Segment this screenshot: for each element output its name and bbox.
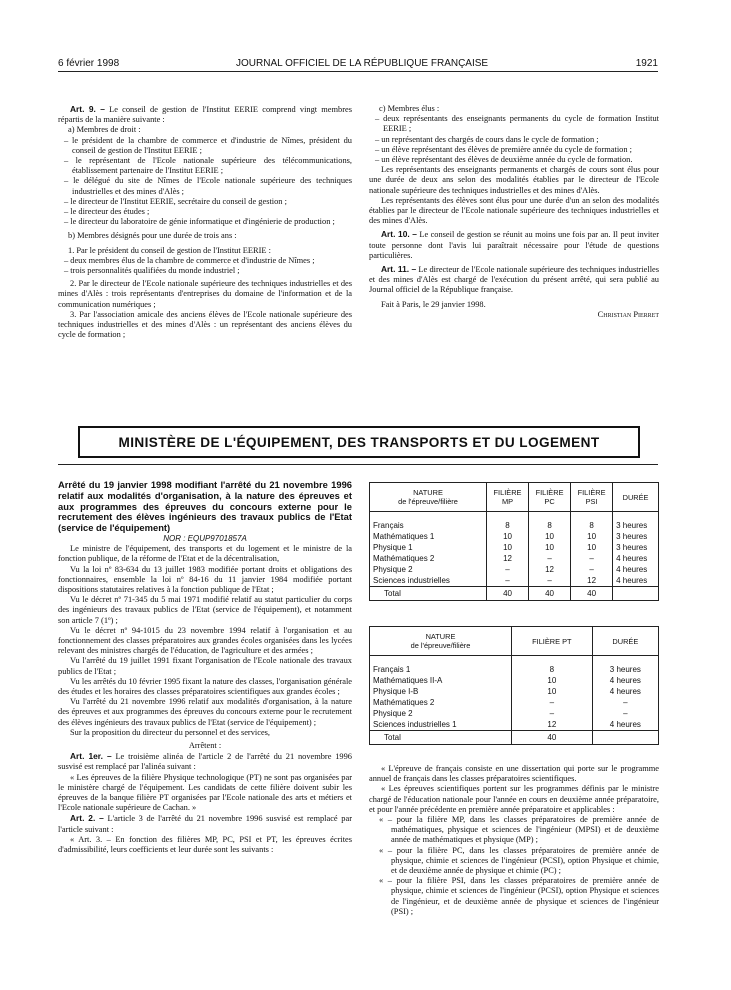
table-cell: 3 heures (613, 520, 659, 531)
table-total-row (370, 587, 659, 601)
table-row (370, 564, 659, 575)
paragraph: Sur la proposition du directeur du personnel et des services, (70, 727, 271, 737)
table-cell: 4 heures (613, 553, 659, 564)
table-header: DURÉE (592, 627, 658, 656)
table-cell: 4 heures (592, 675, 658, 686)
member-item: – deux représentants des enseignants permanents du cycle de formation Institut EERIE ; (375, 114, 659, 134)
table-row (370, 520, 659, 531)
paragraph: Vu les arrêtés du 10 février 1995 fixant la nature des classes, l'organisation générale des études et les horaires des classes préparatoires scientifiques aux grandes écoles ; (58, 676, 352, 697)
article-1-text: Le troisième alinéa de l'article 2 de l'arrêté du 21 novembre 1996 susvisé est remplacé par l'alinéa suivant : (58, 752, 352, 772)
header-title: JOURNAL OFFICIEL DE LA RÉPUBLIQUE FRANÇAISE (236, 58, 489, 69)
table-cell: 10 (529, 542, 571, 553)
table-cell: Total (370, 731, 512, 745)
paragraph: Les représentants des élèves sont élus pour une durée d'un an selon des modalités établies par le directeur de l'Ecole nationale supérieure des techniques industrielles et des mines d'Alès. (369, 195, 659, 226)
table-row (370, 664, 659, 675)
article-11-label: Art. 11. – (381, 264, 417, 275)
table-cell: Physique 2 (370, 708, 512, 719)
table-cell: 4 heures (592, 719, 658, 731)
table-spacer (370, 512, 659, 521)
member-item: – le président de la chambre de commerce et d'industrie de Nîmes, président du conseil de gestion de l'Institut EERIE ; (64, 135, 352, 155)
table-row (370, 542, 659, 553)
paragraph: Vu la loi nº 83-634 du 13 juillet 1983 modifiée portant droits et obligations des fonctionnaires, ensemble la loi nº 84-16 du 11 janvier 1984 modifiée portant dispositions statutaires relatives à la fonction publique de l'Etat ; (58, 564, 352, 594)
table-cell: 40 (571, 587, 613, 601)
paragraph: Vu le décret nº 71-345 du 5 mai 1971 modifié relatif au statut particulier du corps des ingénieurs des travaux publics de l'Etat (service de l'équipement), et notamment son article 7 (1º) ; (58, 595, 352, 625)
table-row (370, 686, 659, 697)
table-cell: 3 heures (613, 531, 659, 542)
decree-title: Arrêté du 19 janvier 1998 modifiant l'arrêté du 21 novembre 1996 relatif aux modalités d'organisation, à la nature des épreuves et aux programmes des épreuves du concours externe pour le recrutement des élèves ingénieurs des travaux publics de l'Etat (service de l'équipement) (58, 479, 352, 534)
paragraph: « Les épreuves scientifiques portent sur les programmes définis par le ministre chargé de l'éducation nationale pour l'année en cours en deuxième année préparatoire, et pour l'année précédente en première année préparatoire et applicables : (369, 784, 659, 814)
article-9 (58, 104, 352, 125)
table-cell: 10 (487, 531, 529, 542)
table-cell: 8 (512, 664, 593, 675)
section-rule (58, 464, 658, 465)
column-1 (58, 104, 352, 340)
table-spacer (370, 656, 659, 665)
table-cell: Mathématiques II-A (370, 675, 512, 686)
table-cell: – (529, 575, 571, 587)
table-cell: 8 (571, 520, 613, 531)
exam-table-mp-pc-psi (369, 482, 659, 601)
quote: « Les épreuves de la filière Physique technologique (PT) ne sont pas organisées par le ministère chargé de l'équipement. Les candidats de cette filière doivent subir les épreuves de la banque filière PT organisées par l'Ecole nationale des arts et métiers et l'Ecole nationale supérieure de Cachan. » (58, 772, 352, 813)
article-9-label: Art. 9. – (70, 104, 105, 114)
arretent: Arrêtent : (188, 741, 222, 751)
table-row (370, 575, 659, 587)
table-row (370, 553, 659, 564)
member-item: – un élève représentant des élèves de première année du cycle de formation ; (375, 144, 632, 154)
member-item: – deux membres élus de la chambre de commerce et d'industrie de Nîmes ; (64, 255, 315, 265)
article-11 (369, 264, 659, 296)
member-item: – le délégué du site de Nîmes de l'Ecole nationale supérieure des techniques industrielles et des mines d'Alès ; (64, 176, 352, 196)
article-9-text: Le conseil de gestion de l'Institut EERIE comprend vingt membres répartis de la manière suivante : (58, 105, 352, 125)
table-cell: Sciences industrielles (370, 575, 487, 587)
table-cell: 10 (571, 531, 613, 542)
table-cell: 8 (487, 520, 529, 531)
table-cell: 40 (529, 587, 571, 601)
member-item: – le directeur de l'Institut EERIE, secrétaire du conseil de gestion ; (64, 196, 287, 206)
table-cell: Mathématiques 2 (370, 553, 487, 564)
article-2-text: L'article 3 de l'arrêté du 21 novembre 1996 susvisé est remplacé par l'article suivant : (58, 814, 352, 834)
members-b3: 3. Par l'association amicale des anciens élèves de l'Ecole nationale supérieure des techniques industrielles et des mines d'Alès : un représentant des anciens élèves du cycle de formation ; (58, 309, 352, 340)
quote: « Art. 3. – En fonction des filières MP, PC, PSI et PT, les épreuves écrites d'admissibilité, leurs coefficients et leur durée sont les suivants : (58, 834, 352, 855)
member-item: – le directeur des études ; (64, 207, 150, 217)
exam-table-pt (369, 626, 659, 745)
members-b-title: b) Membres désignés pour une durée de trois ans : (68, 231, 237, 241)
column-4 (369, 764, 659, 917)
table-cell: 12 (571, 575, 613, 587)
header-rule (58, 71, 658, 72)
paragraph: Les représentants des enseignants permanents et chargés de cours sont élus pour une durée de deux ans selon des modalités établies par le directeur de l'Ecole nationale supérieure des techniques industrielles et des mines d'Alès. (369, 165, 659, 195)
table-header: FILIÈRE MP (487, 483, 529, 512)
table-cell: 40 (487, 587, 529, 601)
table-header-row (370, 627, 659, 656)
table-cell (613, 587, 659, 601)
table-cell: 40 (512, 731, 593, 745)
article-1 (58, 751, 352, 772)
table-total-row (370, 731, 659, 745)
table-cell: 10 (571, 542, 613, 553)
table-cell: – (512, 697, 593, 708)
list-item: « – pour la filière MP, dans les classes préparatoires de première année de mathématiques, physique et sciences de l'ingénieur (MPSI) et de deuxième année de mathématiques et physique (MP) ; (379, 815, 659, 845)
list-item: « – pour la filière PSI, dans les classes préparatoires de première année de physique, chimie et sciences de l'ingénieur (PCSI), option Physique et sciences de l'ingénieur, et de deuxième année de physique et sciences de l'ingénieur (PSI) ; (379, 876, 659, 916)
table-cell (592, 731, 658, 745)
table-header: NATURE de l'épreuve/filière (370, 483, 487, 512)
table-cell: – (592, 697, 658, 708)
table-cell: 10 (529, 531, 571, 542)
column-3 (58, 480, 352, 855)
article-11-text: Le directeur de l'Ecole nationale supérieure des techniques industrielles et des mines d'Alès est chargé de l'exécution du présent arrêté, qui sera publié au Journal officiel de la République française. (369, 265, 660, 295)
table-cell: – (487, 564, 529, 575)
table-cell: Français (370, 520, 487, 531)
article-10 (369, 229, 659, 261)
article-2-label: Art. 2. – (70, 813, 104, 824)
table-header-row (370, 483, 659, 512)
table-header: DURÉE (613, 483, 659, 512)
table-header: NATURE de l'épreuve/filière (370, 627, 512, 656)
member-item: – le directeur du laboratoire de génie informatique et d'ingénierie de production ; (64, 217, 335, 227)
article-2 (58, 813, 352, 834)
paragraph: « L'épreuve de français consiste en une dissertation qui porte sur le programme annuel de français dans les classes préparatoires scientifiques. (369, 764, 659, 784)
table-cell: – (529, 553, 571, 564)
table-cell: Français 1 (370, 664, 512, 675)
table-cell: 10 (512, 686, 593, 697)
header-date: 6 février 1998 (58, 58, 120, 69)
ministry-banner: MINISTÈRE DE L'ÉQUIPEMENT, DES TRANSPORTS ET DU LOGEMENT (78, 426, 640, 458)
table-cell: 3 heures (592, 664, 658, 675)
table-cell: 12 (512, 719, 593, 731)
list-item: « – pour la filière PC, dans les classes préparatoires de première année de physique, chimie et sciences de l'ingénieur (PCSI), option Physique et chimie, et de deuxième année de physique et chimie (PC) ; (379, 845, 659, 876)
column-2 (369, 104, 659, 320)
table-row (370, 708, 659, 719)
table-cell: 4 heures (592, 686, 658, 697)
table-cell: 12 (487, 553, 529, 564)
table-cell: Mathématiques 2 (370, 697, 512, 708)
table-cell: Mathématiques 1 (370, 531, 487, 542)
table-cell: Sciences industrielles 1 (370, 719, 512, 731)
table-cell: 4 heures (613, 564, 659, 575)
table-header: FILIÈRE PT (512, 627, 593, 656)
paragraph: Le ministre de l'équipement, des transports et du logement et le ministre de la fonction publique, de la réforme de l'Etat et de la décentralisation, (58, 544, 352, 564)
table-cell: 10 (487, 542, 529, 553)
table-cell: Physique I-B (370, 686, 512, 697)
table-cell: 10 (512, 675, 593, 686)
table-cell: 3 heures (613, 542, 659, 553)
table-cell: – (571, 564, 613, 575)
table-cell: 4 heures (613, 575, 659, 587)
signatory: Christian Pierret (597, 309, 659, 319)
table-cell: – (571, 553, 613, 564)
article-10-label: Art. 10. – (381, 229, 417, 240)
table-cell: – (512, 708, 593, 719)
table-cell: Total (370, 587, 487, 601)
header-page-number: 1921 (635, 58, 658, 69)
paragraph: Vu l'arrêté du 19 juillet 1991 fixant l'organisation de l'Ecole nationale des travaux publics de l'Etat ; (58, 656, 352, 676)
table-cell: – (592, 708, 658, 719)
table-header: FILIÈRE PSI (571, 483, 613, 512)
table-cell: 8 (529, 520, 571, 531)
table-cell: Physique 2 (370, 564, 487, 575)
signature-date: Fait à Paris, le 29 janvier 1998. (381, 299, 486, 309)
table-row (370, 531, 659, 542)
table-cell: – (487, 575, 529, 587)
members-a-title: a) Membres de droit : (68, 125, 141, 135)
table-cell: 12 (529, 564, 571, 575)
paragraph: Vu l'arrêté du 21 novembre 1996 relatif aux modalités d'organisation, à la nature des épreuves et aux programmes des épreuves du concours externe pour le recrutement des élèves ingénieurs des travaux publics de l'Etat (service de l'équipement) ; (58, 697, 352, 727)
table-row (370, 697, 659, 708)
members-c-title: c) Membres élus : (379, 104, 440, 113)
table-header: FILIÈRE PC (529, 483, 571, 512)
paragraph: Vu le décret nº 94-1015 du 23 novembre 1994 relatif à l'organisation et au fonctionnement des classes préparatoires aux grandes écoles organisées dans les lycées relevant des ministres chargés de l'éducation, de l'agriculture et des armées ; (58, 625, 352, 656)
members-b2: 2. Par le directeur de l'Ecole nationale supérieure des techniques industrielles et des mines d'Alès : trois représentants d'entreprises du domaine de l'information et de la communication numériques ; (58, 279, 352, 309)
article-1-label: Art. 1er. – (70, 751, 112, 762)
member-item: – un élève représentant des élèves de deuxième année du cycle de formation. (375, 155, 633, 165)
member-item: – le représentant de l'Ecole nationale supérieure des télécommunications, établissement partenaire de l'Institut EERIE ; (64, 156, 352, 176)
nor-reference: NOR : EQUP9701857A (163, 533, 247, 543)
table-row (370, 719, 659, 731)
table-row (370, 675, 659, 686)
members-b1: 1. Par le président du conseil de gestion de l'Institut EERIE : (68, 245, 271, 255)
article-10-text: Le conseil de gestion se réunit au moins une fois par an. Il peut inviter toute personne dont l'avis lui paraîtrait nécessaire pour l'étude de questions particulières. (369, 230, 659, 260)
member-item: – trois personnalités qualifiées du monde industriel ; (64, 266, 240, 276)
table-cell: Physique 1 (370, 542, 487, 553)
member-item: – un représentant des chargés de cours dans le cycle de formation ; (375, 134, 599, 144)
